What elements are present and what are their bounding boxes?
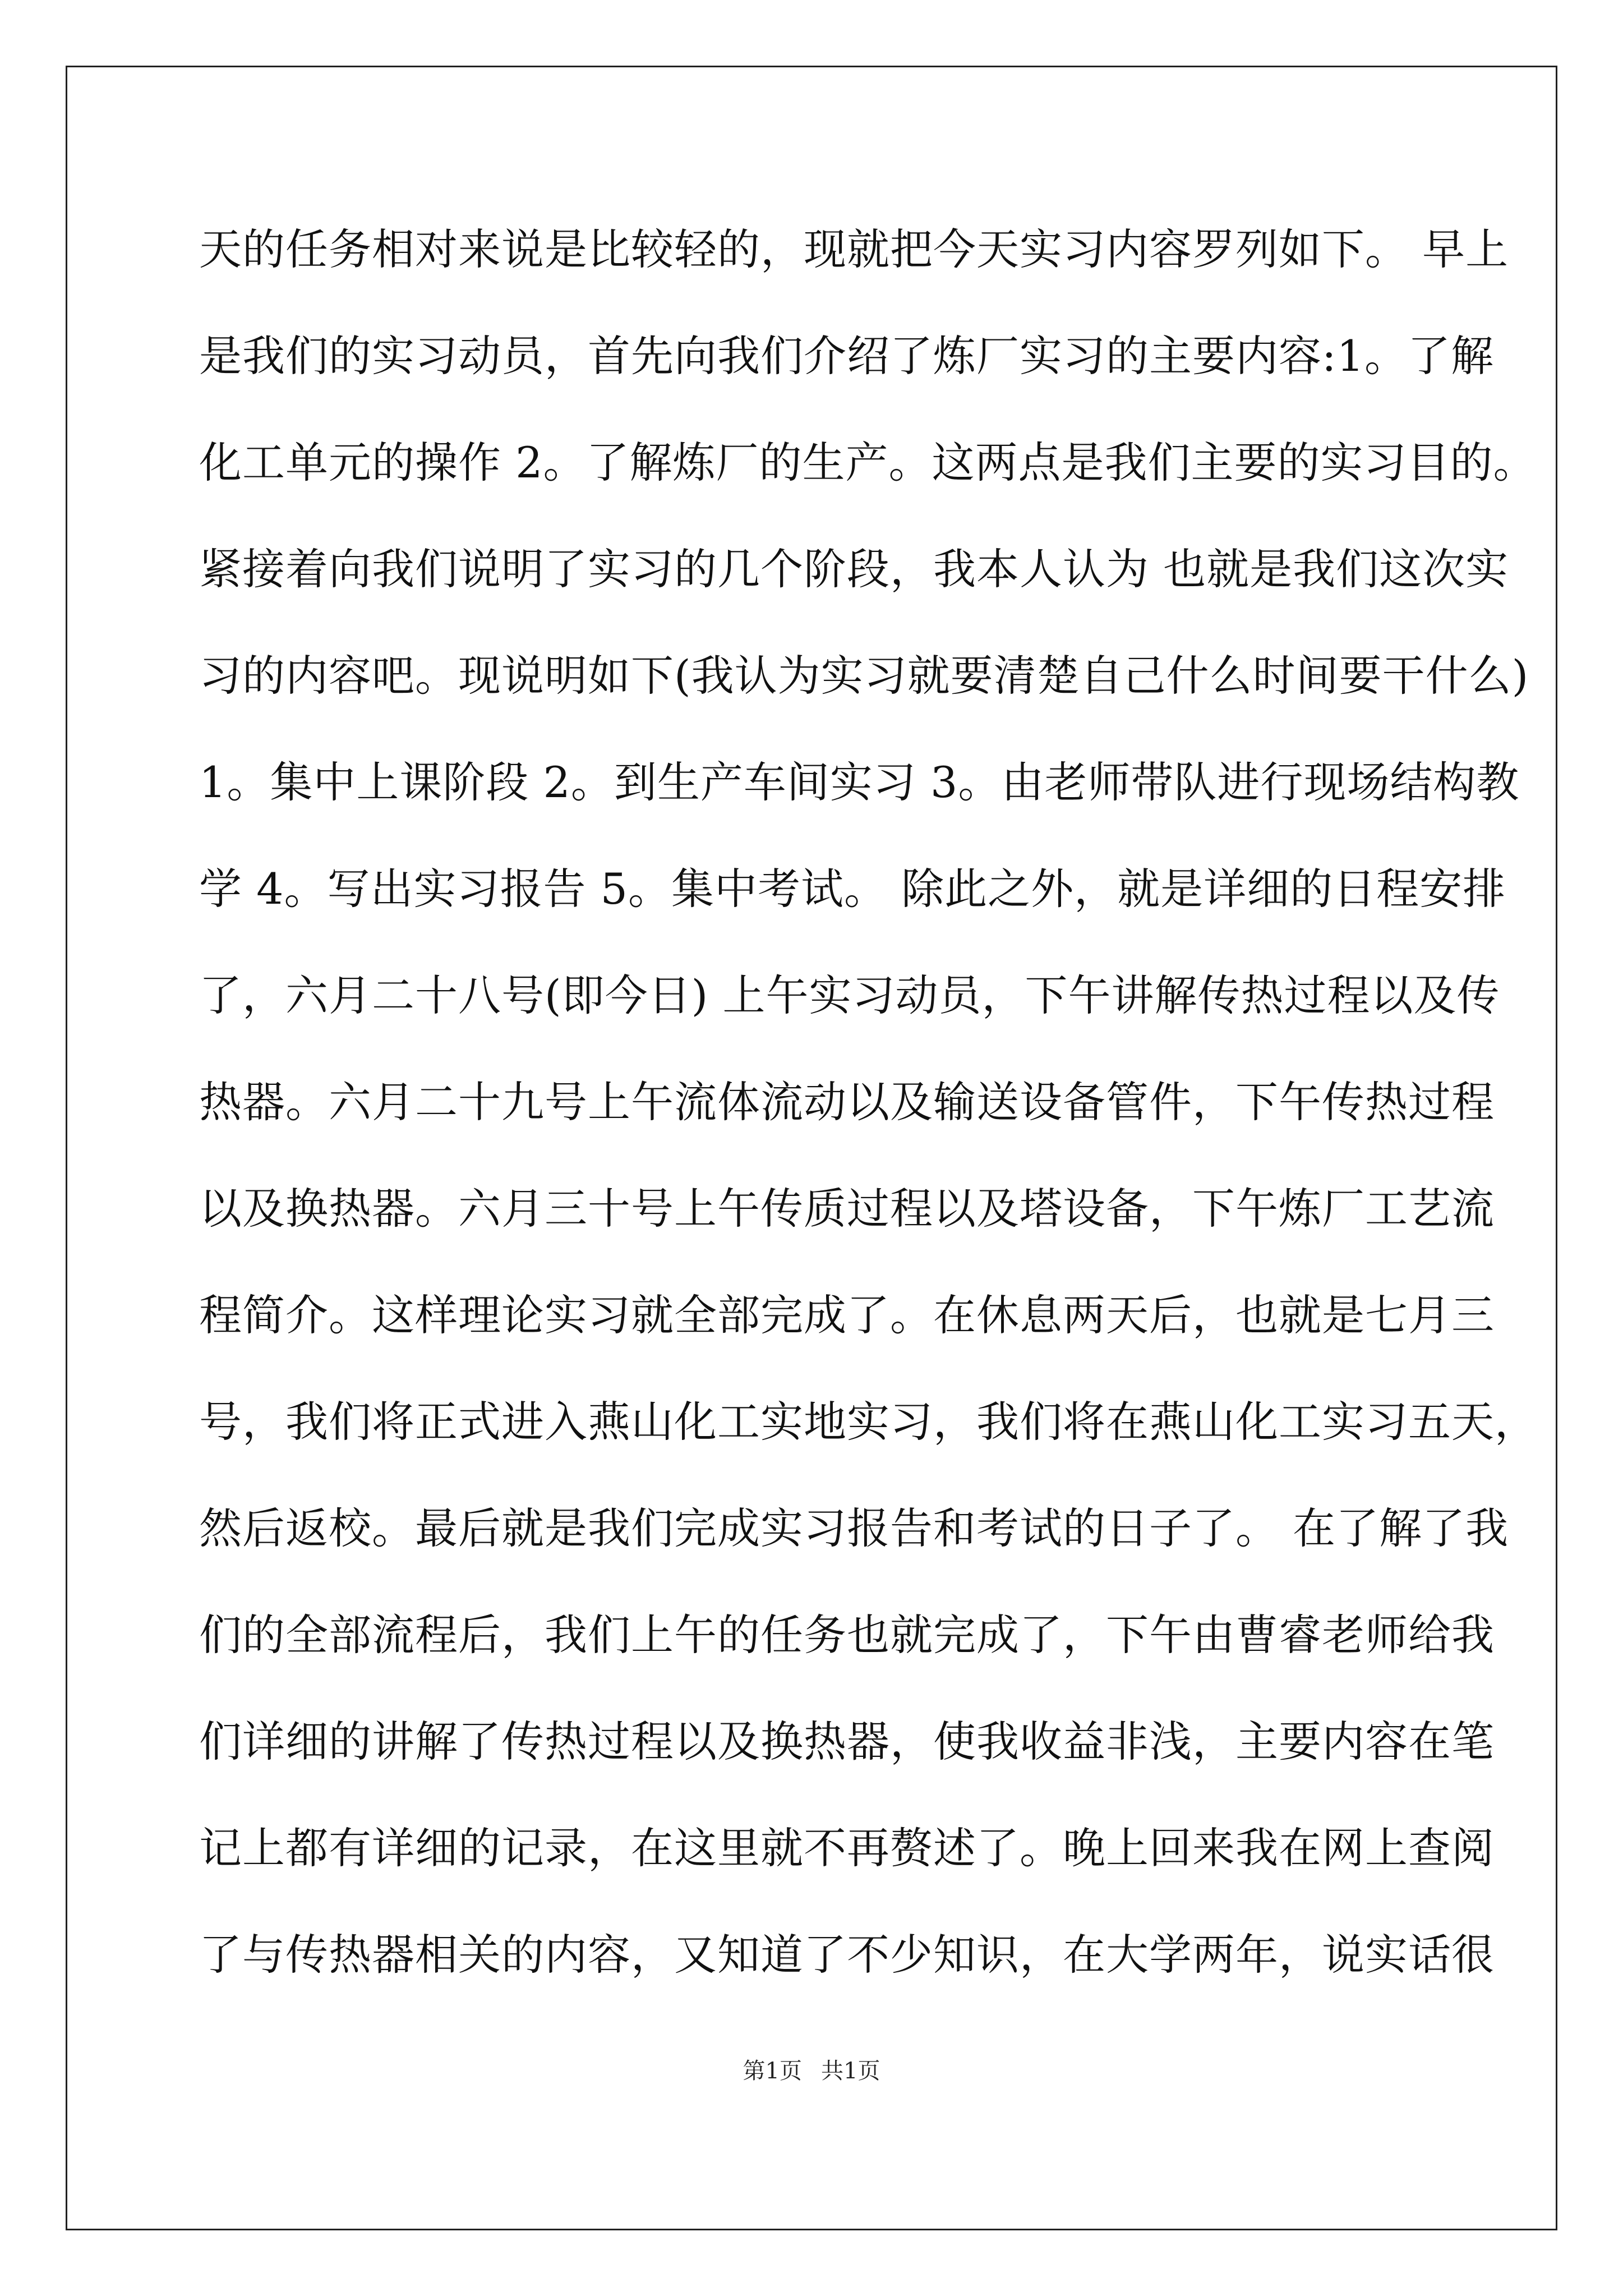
text-line-13: 然后返校。最后就是我们完成实习报告和考试的日子了。 在了解了我 (199, 1503, 1509, 1553)
text-line-1: 天的任务相对来说是比较轻的，现就把今天实习内容罗列如下。 早上 (199, 224, 1509, 274)
page-footer (0, 2053, 1623, 2085)
text-line-7: 学 4。写出实习报告 5。集中考试。 除此之外，就是详细的日程安排 (199, 864, 1506, 914)
text-line-16: 记上都有详细的记录，在这里就不再赘述了。晚上回来我在网上查阅 (199, 1823, 1495, 1873)
text-line-8: 了，六月二十八号(即今日) 上午实习动员，下午讲解传热过程以及传 (199, 970, 1500, 1020)
text-line-12: 号，我们将正式进入燕山化工实地实习，我们将在燕山化工实习五天， (199, 1397, 1538, 1447)
text-line-11: 程简介。这样理论实习就全部完成了。在休息两天后，也就是七月三 (199, 1290, 1495, 1340)
text-line-2: 是我们的实习动员，首先向我们介绍了炼厂实习的主要内容:1。了解 (199, 331, 1494, 381)
page-number: 第1页 (743, 2058, 802, 2084)
document-body (199, 213, 1538, 2025)
text-line-15: 们详细的讲解了传热过程以及换热器，使我收益非浅，主要内容在笔 (199, 1717, 1495, 1766)
text-line-4: 紧接着向我们说明了实习的几个阶段，我本人认为 也就是我们这次实 (199, 544, 1509, 594)
text-line-6: 1。集中上课阶段 2。到生产车间实习 3。由老师带队进行现场结构教 (199, 757, 1520, 807)
text-line-9: 热器。六月二十九号上午流体流动以及输送设备管件，下午传热过程 (199, 1077, 1495, 1127)
text-line-14: 们的全部流程后，我们上午的任务也就完成了，下午由曹睿老师给我 (199, 1610, 1495, 1660)
page-total: 共1页 (821, 2058, 880, 2084)
text-line-10: 以及换热器。六月三十号上午传质过程以及塔设备，下午炼厂工艺流 (199, 1184, 1495, 1234)
text-line-5: 习的内容吧。现说明如下(我认为实习就要清楚自己什么时间要干什么) (199, 651, 1529, 701)
text-line-3: 化工单元的操作 2。了解炼厂的生产。这两点是我们主要的实习目的。 (199, 438, 1537, 487)
text-line-17: 了与传热器相关的内容，又知道了不少知识，在大学两年，说实话很 (199, 1930, 1495, 1980)
